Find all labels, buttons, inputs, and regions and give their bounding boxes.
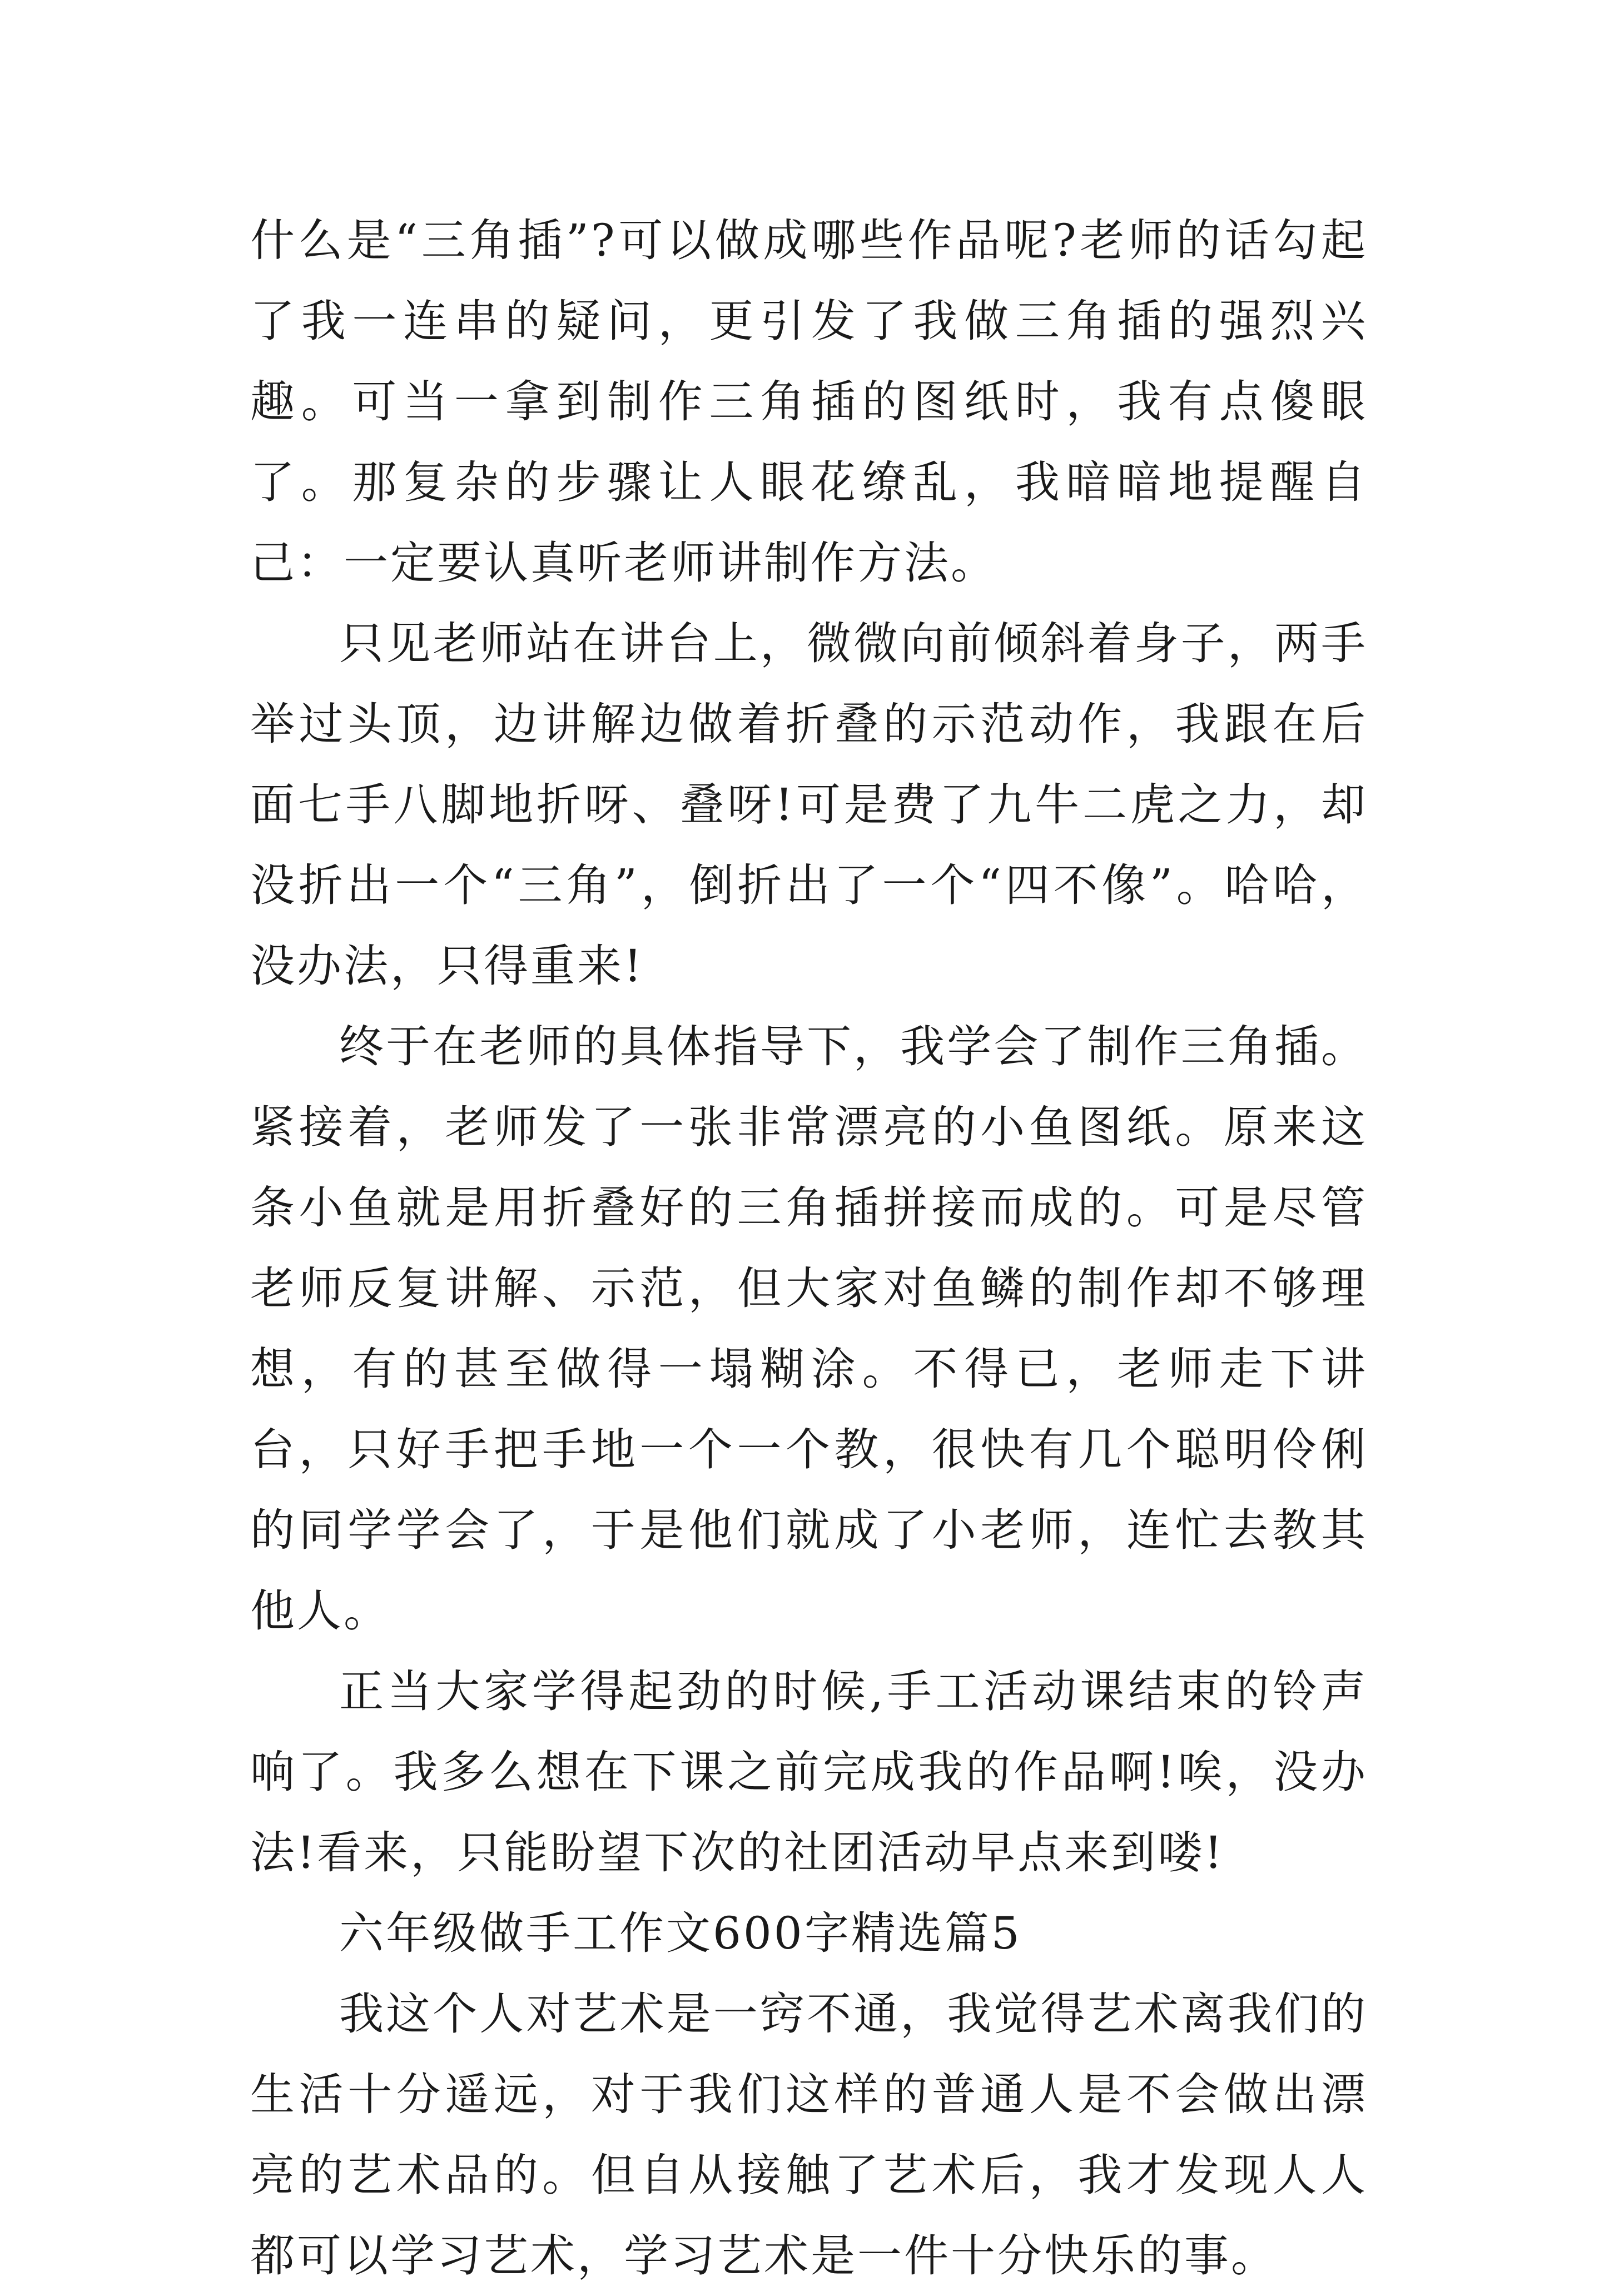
document-body: [250, 200, 1368, 2296]
paragraph-2: 只见老师站在讲台上，微微向前倾斜着身子，两手举过头顶，边讲解边做着折叠的示范动作，我跟在后面七手八脚地折呀、叠呀!可是费了九牛二虎之力，却没折出一个“三角”，倒折出了一个“四不像”。哈哈，没办法，只得重来!: [250, 618, 1368, 992]
paragraph-3: 终于在老师的具体指导下，我学会了制作三角插。紧接着，老师发了一张非常漂亮的小鱼图纸。原来这条小鱼就是用折叠好的三角插拼接而成的。可是尽管老师反复讲解、示范，但大家对鱼鳞的制作却不够理想，有的甚至做得一塌糊涂。不得已，老师走下讲台，只好手把手地一个一个教，很快有几个聪明伶俐的同学学会了，于是他们就成了小老师，连忙去教其他人。: [250, 1021, 1368, 1637]
paragraph-5: 我这个人对艺术是一窍不通，我觉得艺术离我们的生活十分遥远，对于我们这样的普通人是不会做出漂亮的艺术品的。但自从接触了艺术后，我才发现人人都可以学习艺术，学习艺术是一件十分快乐的事。: [250, 1988, 1368, 2282]
paragraph-1: 什么是“三角插”?可以做成哪些作品呢?老师的话勾起了我一连串的疑问，更引发了我做三角插的强烈兴趣。可当一拿到制作三角插的图纸时，我有点傻眼了。那复杂的步骤让人眼花缭乱，我暗暗地提醒自己：一定要认真听老师讲制作方法。: [250, 215, 1368, 589]
section-heading: 六年级做手工作文600字精选篇5: [339, 1907, 1022, 1959]
paragraph-4: 正当大家学得起劲的时候,手工活动课结束的铃声响了。我多么想在下课之前完成我的作品啊!唉，没办法!看来，只能盼望下次的社团活动早点来到喽!: [250, 1666, 1368, 1878]
